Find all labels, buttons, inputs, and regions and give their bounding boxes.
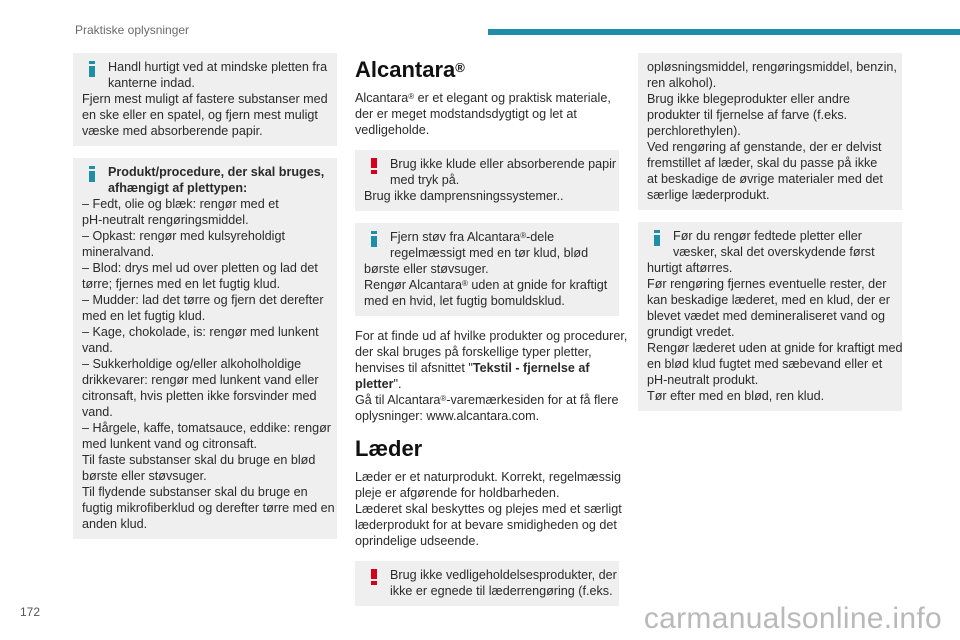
- info-icon: [366, 231, 382, 247]
- warning-box-alcantara: Brug ikke klude eller absorberende papir med tryk på. Brug ikke damprensningssystemer..: [355, 150, 619, 211]
- info-icon: [84, 61, 100, 77]
- column-3: [638, 53, 902, 423]
- watermark: carmanualsonline.info: [643, 602, 942, 635]
- column-1: [73, 53, 337, 551]
- warning-box-laeder-continued: opløsningsmiddel, rengøringsmiddel, benzin, ren alkohol). Brug ikke blegeprodukter eller andre produkter til fjernelse af farve (f.eks. perchlorethylen). Ved rengøring af genstande, der er delvist fremstillet af læder, skal du passe på ikke at beskadige de øvrige materialer med det særlige læderprodukt.: [638, 53, 902, 210]
- info-icon: [649, 230, 665, 246]
- warning-box-laeder: Brug ikke vedligeholdelsesprodukter, der ikke er egnede til læderrengøring (f.eks.: [355, 561, 619, 606]
- info-icon: [84, 166, 100, 182]
- warning-icon: [366, 158, 382, 174]
- section-title-laeder: Læder: [355, 436, 423, 461]
- info-box-greasy-stains: Før du rengør fedtede pletter eller væsker, skal det overskydende først hurtigt aftørres. Før rengøring fjernes eventuelle rester, der kan beskadige læderet, med en klud, der er blevet vædet med demineraliseret vand og grundigt vredet. Rengør læderet uden at gnide for kraftigt med en blød klud fugtet med sæbevand eller et pH-neutralt produkt. Tør efter med en blød, ren klud.: [638, 222, 902, 411]
- warning-icon: [366, 569, 382, 585]
- header-accent-bar: [488, 29, 960, 35]
- alcantara-reference: For at finde ud af hvilke produkter og procedurer, der skal bruges på forskellige typer pletter, henvises til afsnittet "Tekstil - fjernelse af pletter". Gå til Alcantara®-varemærkesiden for at få flere oplysninger: www.alcantara.com.: [355, 329, 628, 423]
- running-header: Praktiske oplysninger: [75, 23, 190, 37]
- info-box-act-quickly: Handl hurtigt ved at mindske pletten fra kanterne indad. Fjern mest muligt af fastere substanser med en ske eller en spatel, og fjern mest muligt væske med absorberende papir.: [73, 53, 337, 146]
- alcantara-intro: Alcantara® er et elegant og praktisk materiale, der er meget modstandsdygtigt og let at vedligeholde.: [355, 91, 611, 137]
- laeder-intro: Læder er et naturprodukt. Korrekt, regelmæssig pleje er afgørende for holdbarheden. Læderet skal beskyttes og plejes med et særligt læderprodukt for at bevare smidigheden og det oprindelige udseende.: [355, 470, 622, 548]
- info-box-alcantara-dust: Fjern støv fra Alcantara®-dele regelmæssigt med en tør klud, blød børste eller støvsuger. Rengør Alcantara® uden at gnide for kraftigt med en hvid, let fugtig bomuldsklud.: [355, 223, 619, 316]
- section-title-alcantara: Alcantara®: [355, 57, 465, 82]
- page-number: 172: [20, 605, 41, 619]
- info-box-stain-types: Produkt/procedure, der skal bruges, afhængigt af plettypen: – Fedt, olie og blæk: rengør med et pH-neutralt rengøringsmiddel. – Opkast: rengør med kulsyreholdigt mineralvand. – Blod: drys mel ud over pletten og lad det tørre; fjernes med en let fugtig klud. – Mudder: lad det tørre og fjern det derefter med en let fugtig klud. – Kage, chokolade, is: rengør med lunkent vand. – Sukkerholdige og/eller alkoholholdige drikkevarer: rengør med lunkent vand eller citronsaft, hvis pletten ikke forsvinder med vand. – Hårgele, kaffe, tomatsauce, eddike: rengør med lunkent vand og citronsaft. Til faste substanser skal du bruge en blød børste eller støvsuger. Til flydende substanser skal du bruge en fugtig mikrofiberklud og derefter tørre med en anden klud.: [73, 158, 337, 539]
- column-2: [355, 53, 628, 618]
